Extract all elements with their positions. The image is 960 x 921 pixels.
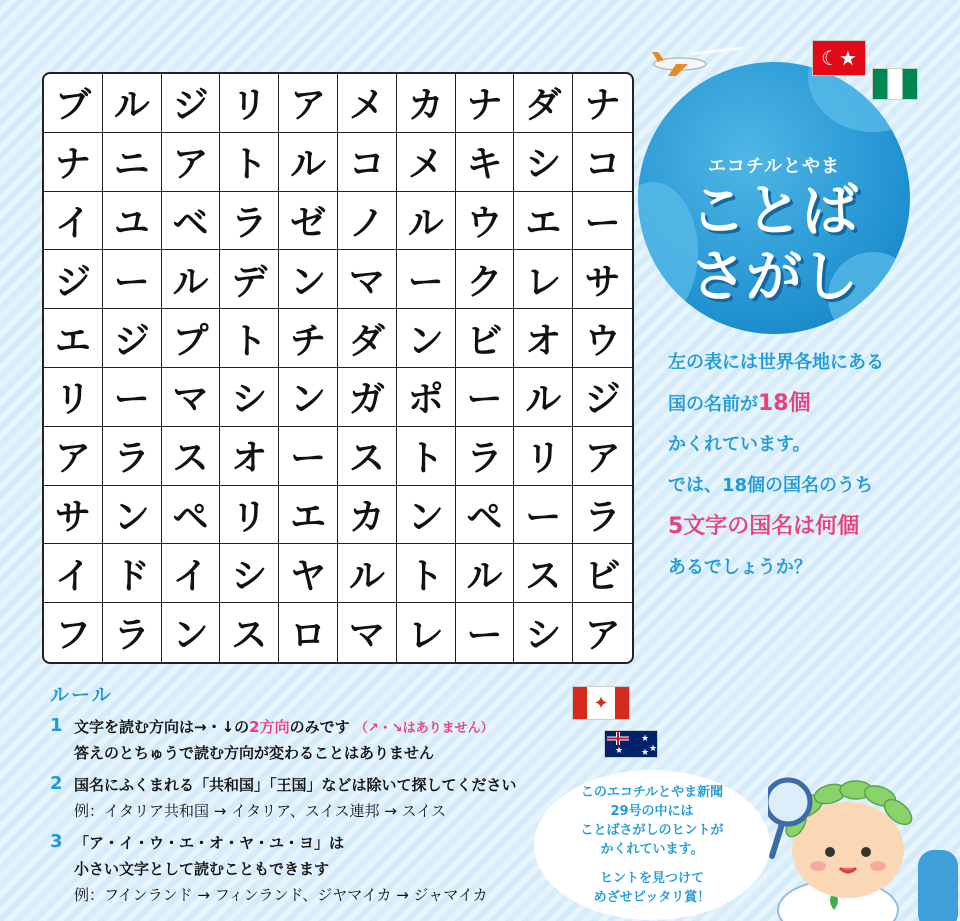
grid-cell: ド — [103, 544, 162, 603]
grid-cell: ア — [584, 615, 621, 657]
grid-cell: リ — [44, 368, 103, 427]
grid-cell: ン — [279, 250, 338, 309]
grid-cell: ン — [162, 603, 221, 662]
grid-cell: ペ — [456, 486, 515, 545]
grid-cell: エ — [44, 309, 103, 368]
rule-3-number: 3 — [50, 831, 63, 852]
grid-cell: ト — [220, 133, 279, 192]
bubble-line-3: ことばさがしのヒントが — [580, 823, 724, 838]
grid-cell: キ — [456, 133, 515, 192]
grid-cell: ト — [397, 544, 456, 603]
grid-cell: ゼ — [279, 192, 338, 251]
rule-1-line-2: 答えのとちゅうで読む方向が変わることはありません — [74, 744, 435, 762]
grid-cell: リ — [514, 427, 573, 486]
grid-cell: マ — [162, 368, 221, 427]
grid-cell: リ — [220, 486, 279, 545]
grid-cell: マ — [338, 603, 397, 662]
grid-cell: シ — [514, 603, 573, 662]
grid-cell: ノ — [338, 192, 397, 251]
rule-2-example: 例：イタリア共和国 → イタリア、スイス連邦 → スイス — [74, 802, 447, 820]
grid-cell: ル — [162, 250, 221, 309]
grid-cell: チ — [279, 309, 338, 368]
grid-cell: ラ — [103, 427, 162, 486]
grid-cell: コ — [573, 133, 632, 192]
grid-cell: ナ — [44, 133, 103, 192]
grid-cell: ペ — [162, 486, 221, 545]
grid-cell: ー — [397, 250, 456, 309]
grid-cell: シ — [220, 544, 279, 603]
bubble-line-2: 29号の中には — [610, 804, 694, 819]
grid-cells — [44, 74, 632, 662]
rule-1-text-c: のみです — [289, 718, 350, 736]
rule-3-example: 例：フインランド → フィンランド、ジヤマイカ → ジャマイカ — [74, 886, 488, 904]
airplane-icon — [650, 46, 742, 78]
grid-cell: ー — [103, 368, 162, 427]
grid-cell: ー — [573, 192, 632, 251]
rule-1-number: 1 — [50, 715, 63, 736]
grid-cell: イ — [44, 192, 103, 251]
grid-cell: ー — [279, 427, 338, 486]
grid-cell: ー — [456, 368, 515, 427]
rules-title: ルール — [50, 684, 113, 706]
grid-cell: ト — [397, 427, 456, 486]
bubble-line-6: めざせピッタリ賞！ — [593, 890, 711, 905]
word-search-grid — [42, 72, 634, 664]
bubble-line-5: ヒントを見つけて — [599, 871, 704, 886]
grid-cell: メ — [338, 74, 397, 133]
grid-cell: ジ — [44, 250, 103, 309]
hint-speech-bubble — [534, 770, 770, 920]
grid-cell: ダ — [514, 74, 573, 133]
grid-cell: ウ — [573, 309, 632, 368]
globe-title-line1: ことば — [690, 179, 858, 244]
rule-2-line-1: 国名にふくまれる「共和国」「王国」などは除いて探してください — [74, 776, 517, 794]
grid-cell: ト — [220, 309, 279, 368]
question-text — [668, 340, 960, 586]
grid-cell: ル — [456, 544, 515, 603]
grid-cell: デ — [220, 250, 279, 309]
grid-cell: ポ — [397, 368, 456, 427]
mascot-character — [768, 760, 960, 921]
grid-cell: ア — [162, 133, 221, 192]
rule-3-line-2: 小さい文字として読むこともできます — [74, 860, 330, 878]
grid-cell: ユ — [103, 192, 162, 251]
rule-1-text-d: （↗・↘はありません） — [354, 721, 494, 736]
grid-cell: ク — [456, 250, 515, 309]
question-line-1: 左の表には世界各地にある — [668, 352, 884, 373]
question-line-5: 5文字の国名は何個 — [668, 514, 860, 539]
grid-cell: カ — [338, 486, 397, 545]
grid-cell: ル — [514, 368, 573, 427]
grid-cell: ン — [397, 486, 456, 545]
grid-cell: プ — [162, 309, 221, 368]
grid-cell: メ — [397, 133, 456, 192]
grid-cell: ビ — [456, 309, 515, 368]
grid-cell: ー — [514, 486, 573, 545]
rule-2-number: 2 — [50, 773, 63, 794]
grid-cell: カ — [397, 74, 456, 133]
grid-cell: サ — [573, 250, 632, 309]
question-line-4: では、18個の国名のうち — [668, 475, 874, 496]
canada-flag: ✦ — [572, 686, 630, 720]
grid-cell: ロ — [279, 603, 338, 662]
grid-cell: ラ — [573, 486, 632, 545]
grid-cell: ナ — [573, 74, 632, 133]
grid-cell: ラ — [103, 603, 162, 662]
grid-cell: ス — [162, 427, 221, 486]
grid-cell: ジ — [103, 309, 162, 368]
grid-cell: ス — [220, 603, 279, 662]
grid-cell: ー — [103, 250, 162, 309]
grid-cell: ン — [397, 309, 456, 368]
rule-3-line-1: 「ア・イ・ウ・エ・オ・ヤ・ユ・ヨ」は — [74, 834, 345, 852]
grid-cell: オ — [220, 427, 279, 486]
grid-cell: ニ — [103, 133, 162, 192]
grid-cell: ヤ — [279, 544, 338, 603]
australia-flag: ★ ★ ★ ★ — [604, 730, 658, 758]
grid-cell: ダ — [338, 309, 397, 368]
grid-cell: フ — [44, 603, 103, 662]
grid-cell: ア — [279, 74, 338, 133]
grid-cell: ガ — [338, 368, 397, 427]
grid-cell: ル — [279, 133, 338, 192]
grid-cell: エ — [279, 486, 338, 545]
grid-cell: リ — [220, 74, 279, 133]
grid-cell: ブ — [44, 74, 103, 133]
grid-cell: ナ — [456, 74, 515, 133]
grid-cell: コ — [338, 133, 397, 192]
grid-cell: サ — [44, 486, 103, 545]
grid-cell: ル — [338, 544, 397, 603]
grid-cell: ス — [514, 544, 573, 603]
grid-cell: イ — [162, 544, 221, 603]
question-line-6: あるでしょうか？ — [668, 557, 812, 578]
grid-cell: ル — [103, 74, 162, 133]
grid-cell: ス — [338, 427, 397, 486]
grid-cell: ン — [279, 368, 338, 427]
grid-cell: ウ — [456, 192, 515, 251]
grid-cell: ジ — [573, 368, 632, 427]
turkey-flag: ☾★ — [812, 40, 866, 76]
grid-cell: ア — [44, 427, 103, 486]
question-line-2 — [668, 381, 960, 422]
grid-cell: ジ — [162, 74, 221, 133]
rule-1 — [50, 713, 570, 765]
question-line-2a: 国の名前が — [668, 394, 758, 415]
grid-cell: オ — [514, 309, 573, 368]
grid-cell: レ — [397, 603, 456, 662]
title-globe — [638, 62, 910, 334]
grid-cell: ラ — [456, 427, 515, 486]
globe-title-line2: さがし — [690, 245, 858, 310]
grid-cell: マ — [338, 250, 397, 309]
rule-2 — [50, 771, 570, 823]
rules-section — [50, 680, 570, 913]
rule-1-text-a: 文字を読む方向は→・↓の — [74, 718, 250, 736]
grid-cell: ー — [456, 603, 515, 662]
grid-cell: ベ — [162, 192, 221, 251]
grid-cell: ラ — [220, 192, 279, 251]
grid-cell: シ — [220, 368, 279, 427]
rule-3 — [50, 829, 570, 907]
grid-cell: レ — [514, 250, 573, 309]
grid-cell: ン — [103, 486, 162, 545]
question-count: 18個 — [758, 391, 811, 416]
grid-cell: ル — [397, 192, 456, 251]
bubble-line-4: かくれています。 — [600, 842, 704, 857]
bubble-line-1: このエコチルとやま新聞 — [580, 785, 724, 800]
question-line-3: かくれています。 — [668, 434, 811, 455]
grid-cell: シ — [514, 133, 573, 192]
globe-subtitle: エコチルとやま — [707, 156, 841, 177]
grid-cell: イ — [44, 544, 103, 603]
grid-cell: ア — [573, 427, 632, 486]
grid-cell: ビ — [573, 544, 632, 603]
rule-1-text-b: 2方向 — [249, 718, 290, 736]
grid-cell: エ — [514, 192, 573, 251]
nigeria-flag — [872, 68, 918, 100]
